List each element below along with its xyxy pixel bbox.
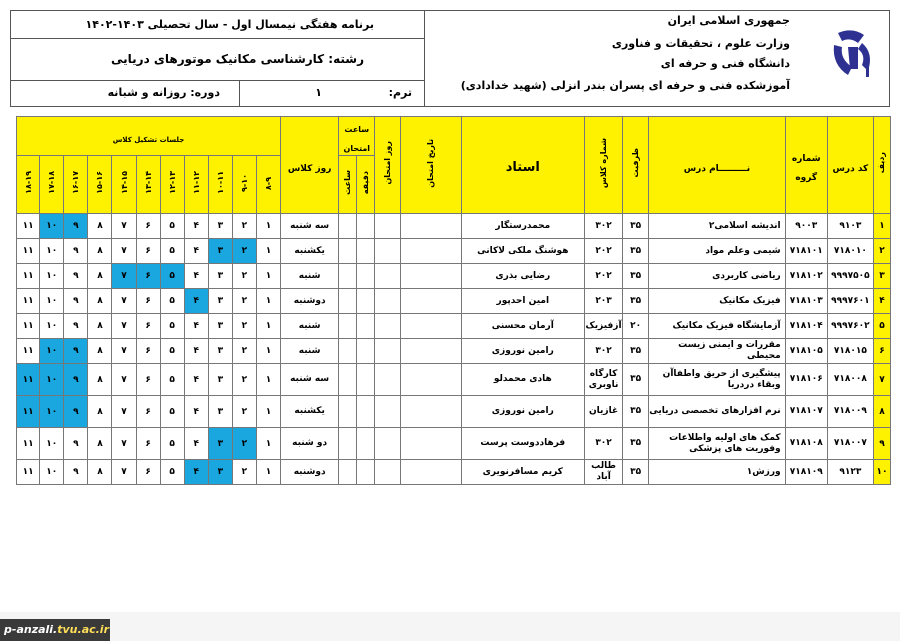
exam-minute xyxy=(357,239,375,264)
time-slot-cell: ۷ xyxy=(112,396,136,428)
time-slot-cell: ۹ xyxy=(64,314,88,339)
classroom: غازیان xyxy=(585,396,623,428)
course-name: فیزیک مکانیک xyxy=(649,289,785,314)
classroom: ۳۰۲ xyxy=(585,428,623,460)
time-slot-cell: ۲ xyxy=(232,460,256,485)
time-slot-cell: ۳ xyxy=(208,239,232,264)
university-line: جمهوری اسلامی ایران xyxy=(667,14,790,27)
exam-minute xyxy=(357,396,375,428)
classroom: ۲۰۲ xyxy=(585,239,623,264)
time-slot-cell: ۹ xyxy=(64,428,88,460)
table-row xyxy=(17,428,891,460)
classroom: ۳۰۲ xyxy=(585,214,623,239)
time-slot-cell: ۳ xyxy=(208,428,232,460)
exam-hour xyxy=(339,239,357,264)
capacity: ۳۵ xyxy=(623,396,649,428)
exam-minute xyxy=(357,428,375,460)
time-slot-cell: ۸ xyxy=(88,289,112,314)
course-name: آزمایشگاه فیزیک مکانیک xyxy=(649,314,785,339)
teacher-name: فرهاددوست پرست xyxy=(461,428,584,460)
time-slot-cell: ۳ xyxy=(208,289,232,314)
course-code: ۷۱۸۰۰۷ xyxy=(827,428,873,460)
classroom: طالب آباد xyxy=(585,460,623,485)
time-slot-cell: ۶ xyxy=(136,339,160,364)
row-number: ۱ xyxy=(873,214,890,239)
course-code: ۹۱۰۳ xyxy=(827,214,873,239)
time-slot-cell: ۴ xyxy=(184,264,208,289)
time-slot-cell: ۹ xyxy=(64,364,88,396)
header-teacher: استاد xyxy=(461,117,584,214)
time-slot-cell: ۸ xyxy=(88,428,112,460)
time-slot-cell: ۳ xyxy=(208,339,232,364)
header-slot: ۱۰-۱۱ xyxy=(208,156,232,214)
header-slot: ۱۲-۱۳ xyxy=(160,156,184,214)
time-slot-cell: ۸ xyxy=(88,339,112,364)
time-slot-cell: ۲ xyxy=(232,339,256,364)
capacity: ۳۵ xyxy=(623,364,649,396)
time-slot-cell: ۳ xyxy=(208,264,232,289)
course-code: ۷۱۸۰۱۵ xyxy=(827,339,873,364)
header-capacity: ظرفیت xyxy=(623,117,649,214)
group-number: ۷۱۸۱۰۱ xyxy=(785,239,827,264)
time-slot-cell: ۸ xyxy=(88,239,112,264)
course-code: ۹۹۹۷۶۰۱ xyxy=(827,289,873,314)
class-day: دوشنبه xyxy=(281,460,339,485)
course-name: اندیشه اسلامی۲ xyxy=(649,214,785,239)
exam-date xyxy=(401,460,461,485)
time-slot-cell: ۵ xyxy=(160,214,184,239)
time-slot-cell: ۴ xyxy=(184,364,208,396)
capacity: ۳۵ xyxy=(623,428,649,460)
group-number: ۷۱۸۱۰۶ xyxy=(785,364,827,396)
exam-day xyxy=(375,428,401,460)
time-slot-cell: ۱ xyxy=(256,214,280,239)
table-row xyxy=(17,396,891,428)
exam-hour xyxy=(339,314,357,339)
exam-date xyxy=(401,289,461,314)
header-slot: ۹-۱۰ xyxy=(232,156,256,214)
table-row xyxy=(17,289,891,314)
time-slot-cell: ۵ xyxy=(160,428,184,460)
time-slot-cell: ۶ xyxy=(136,314,160,339)
class-day: دوشنبه xyxy=(281,289,339,314)
table-row xyxy=(17,214,891,239)
time-slot-cell: ۷ xyxy=(112,239,136,264)
exam-date xyxy=(401,264,461,289)
time-slot-cell: ۳ xyxy=(208,460,232,485)
time-slot-cell: ۱۱ xyxy=(17,239,40,264)
course-name: نرم افزارهای تخصصی دریایی xyxy=(649,396,785,428)
time-slot-cell: ۸ xyxy=(88,460,112,485)
course-code: ۷۱۸۰۰۸ xyxy=(827,364,873,396)
class-day: سه شنبه xyxy=(281,214,339,239)
time-slot-cell: ۲ xyxy=(232,264,256,289)
exam-hour xyxy=(339,364,357,396)
time-slot-cell: ۴ xyxy=(184,214,208,239)
exam-day xyxy=(375,289,401,314)
time-slot-cell: ۹ xyxy=(64,239,88,264)
time-slot-cell: ۱۰ xyxy=(40,460,64,485)
row-number: ۷ xyxy=(873,364,890,396)
time-slot-cell: ۵ xyxy=(160,239,184,264)
course-name: کمک های اولیه واطلاعات وفوریت های پزشکی xyxy=(649,428,785,460)
row-number: ۹ xyxy=(873,428,890,460)
time-slot-cell: ۷ xyxy=(112,339,136,364)
tvu-logo-icon xyxy=(828,25,876,83)
capacity: ۳۵ xyxy=(623,239,649,264)
header-exam-day: روز امتحان xyxy=(375,117,401,214)
time-slot-cell: ۶ xyxy=(136,214,160,239)
class-day: یکشنبه xyxy=(281,396,339,428)
header-course-name: نـــــــــام درس xyxy=(649,117,785,214)
time-slot-cell: ۶ xyxy=(136,364,160,396)
time-slot-cell: ۵ xyxy=(160,314,184,339)
university-line: وزارت علوم ، تحقیقات و فناوری xyxy=(611,37,790,50)
time-slot-cell: ۱۰ xyxy=(40,214,64,239)
time-slot-cell: ۵ xyxy=(160,460,184,485)
header-course-code: کد درس xyxy=(827,117,873,214)
classroom: ۳۰۲ xyxy=(585,339,623,364)
time-slot-cell: ۵ xyxy=(160,364,184,396)
teacher-name: آرمان محسنی xyxy=(461,314,584,339)
exam-day xyxy=(375,364,401,396)
time-slot-cell: ۲ xyxy=(232,239,256,264)
program-info xyxy=(11,11,425,106)
time-slot-cell: ۱۱ xyxy=(17,364,40,396)
row-number: ۵ xyxy=(873,314,890,339)
time-slot-cell: ۱ xyxy=(256,364,280,396)
group-number: ۷۱۸۱۰۲ xyxy=(785,264,827,289)
group-number: ۷۱۸۱۰۸ xyxy=(785,428,827,460)
time-slot-cell: ۱۱ xyxy=(17,264,40,289)
header-slot: ۱۷-۱۸ xyxy=(40,156,64,214)
time-slot-cell: ۷ xyxy=(112,214,136,239)
time-slot-cell: ۱۰ xyxy=(40,264,64,289)
time-slot-cell: ۴ xyxy=(184,239,208,264)
time-slot-cell: ۸ xyxy=(88,314,112,339)
course-name: شیمی وعلم مواد xyxy=(649,239,785,264)
time-slot-cell: ۴ xyxy=(184,339,208,364)
time-slot-cell: ۴ xyxy=(184,314,208,339)
row-number: ۸ xyxy=(873,396,890,428)
course-code: ۷۱۸۰۰۹ xyxy=(827,396,873,428)
exam-day xyxy=(375,339,401,364)
capacity: ۳۵ xyxy=(623,264,649,289)
row-number: ۲ xyxy=(873,239,890,264)
major-label: رشته: کارشناسی مکانیک موتورهای دریایی xyxy=(111,52,364,66)
capacity: ۲۰ xyxy=(623,314,649,339)
classroom: کارگاه ناوبری xyxy=(585,364,623,396)
table-row xyxy=(17,264,891,289)
course-code: ۹۹۹۷۶۰۲ xyxy=(827,314,873,339)
header-slot: ۱۴-۱۵ xyxy=(112,156,136,214)
course-type: دوره: روزانه و شبانه xyxy=(107,86,220,99)
time-slot-cell: ۳ xyxy=(208,364,232,396)
footer-bar xyxy=(0,612,900,641)
time-slot-cell: ۲ xyxy=(232,364,256,396)
time-slot-cell: ۸ xyxy=(88,264,112,289)
time-slot-cell: ۲ xyxy=(232,314,256,339)
class-day: دو شنبه xyxy=(281,428,339,460)
course-code: ۹۹۹۷۵۰۵ xyxy=(827,264,873,289)
time-slot-cell: ۱ xyxy=(256,428,280,460)
exam-day xyxy=(375,314,401,339)
header-slot: ۱۱-۱۲ xyxy=(184,156,208,214)
time-slot-cell: ۴ xyxy=(184,428,208,460)
time-slot-cell: ۴ xyxy=(184,289,208,314)
time-slot-cell: ۸ xyxy=(88,364,112,396)
time-slot-cell: ۱۱ xyxy=(17,339,40,364)
time-slot-cell: ۱ xyxy=(256,460,280,485)
table-row xyxy=(17,364,891,396)
header-class-number: شماره کلاس xyxy=(585,117,623,214)
time-slot-cell: ۷ xyxy=(112,289,136,314)
time-slot-cell: ۹ xyxy=(64,214,88,239)
header-exam-date: تاریخ امتحان xyxy=(401,117,461,214)
time-slot-cell: ۱۱ xyxy=(17,428,40,460)
exam-date xyxy=(401,364,461,396)
exam-hour xyxy=(339,460,357,485)
schedule-header xyxy=(10,10,890,107)
header-class-day: روز کلاس xyxy=(281,117,339,214)
time-slot-cell: ۶ xyxy=(136,460,160,485)
teacher-name: رامین نوروزی xyxy=(461,396,584,428)
exam-hour xyxy=(339,428,357,460)
site-url[interactable]: p-anzali.tvu.ac.ir xyxy=(0,619,110,641)
time-slot-cell: ۱ xyxy=(256,396,280,428)
row-number: ۴ xyxy=(873,289,890,314)
time-slot-cell: ۷ xyxy=(112,364,136,396)
course-name: پیشگیری از حریق واطفاآن وبقاء دردریا xyxy=(649,364,785,396)
time-slot-cell: ۱۰ xyxy=(40,339,64,364)
university-info xyxy=(424,11,890,106)
table-row xyxy=(17,339,891,364)
time-slot-cell: ۱۱ xyxy=(17,289,40,314)
header-slot: ۱۳-۱۴ xyxy=(136,156,160,214)
time-slot-cell: ۹ xyxy=(64,396,88,428)
exam-day xyxy=(375,239,401,264)
time-slot-cell: ۱۰ xyxy=(40,314,64,339)
exam-date xyxy=(401,428,461,460)
header-slot: ۸-۹ xyxy=(256,156,280,214)
time-slot-cell: ۱ xyxy=(256,339,280,364)
exam-day xyxy=(375,214,401,239)
time-slot-cell: ۱۰ xyxy=(40,396,64,428)
capacity: ۳۵ xyxy=(623,339,649,364)
time-slot-cell: ۹ xyxy=(64,460,88,485)
time-slot-cell: ۲ xyxy=(232,396,256,428)
time-slot-cell: ۶ xyxy=(136,239,160,264)
time-slot-cell: ۹ xyxy=(64,289,88,314)
time-slot-cell: ۱ xyxy=(256,239,280,264)
capacity: ۳۵ xyxy=(623,289,649,314)
row-number: ۳ xyxy=(873,264,890,289)
time-slot-cell: ۱۱ xyxy=(17,396,40,428)
exam-date xyxy=(401,314,461,339)
header-slot: ۱۵-۱۶ xyxy=(88,156,112,214)
exam-hour xyxy=(339,214,357,239)
row-number: ۱۰ xyxy=(873,460,890,485)
time-slot-cell: ۳ xyxy=(208,314,232,339)
header-group-number: شماره گروه xyxy=(785,117,827,214)
exam-date xyxy=(401,396,461,428)
header-sessions: جلسات تشکیل کلاس xyxy=(17,117,281,156)
exam-minute xyxy=(357,314,375,339)
time-slot-cell: ۱۱ xyxy=(17,214,40,239)
schedule-table xyxy=(16,116,891,485)
time-slot-cell: ۸ xyxy=(88,214,112,239)
course-name: ریاضی کاربردی xyxy=(649,264,785,289)
header-exam-minute: دقیقه xyxy=(357,156,375,214)
header-exam-hour: ساعت xyxy=(339,156,357,214)
time-slot-cell: ۲ xyxy=(232,214,256,239)
table-row xyxy=(17,314,891,339)
table-row xyxy=(17,239,891,264)
course-code: ۹۱۲۳ xyxy=(827,460,873,485)
group-number: ۷۱۸۱۰۴ xyxy=(785,314,827,339)
time-slot-cell: ۷ xyxy=(112,314,136,339)
exam-minute xyxy=(357,214,375,239)
time-slot-cell: ۱ xyxy=(256,289,280,314)
course-name: مقررات و ایمنی زیست محیطی xyxy=(649,339,785,364)
header-slot: ۱۸-۱۹ xyxy=(17,156,40,214)
exam-hour xyxy=(339,289,357,314)
time-slot-cell: ۵ xyxy=(160,396,184,428)
classroom: آزفیزیک xyxy=(585,314,623,339)
group-number: ۷۱۸۱۰۷ xyxy=(785,396,827,428)
exam-minute xyxy=(357,339,375,364)
time-slot-cell: ۴ xyxy=(184,460,208,485)
time-slot-cell: ۶ xyxy=(136,264,160,289)
class-day: شنبه xyxy=(281,264,339,289)
time-slot-cell: ۶ xyxy=(136,428,160,460)
time-slot-cell: ۲ xyxy=(232,428,256,460)
exam-hour xyxy=(339,264,357,289)
teacher-name: هوشنگ ملکی لاکانی xyxy=(461,239,584,264)
group-number: ۷۱۸۱۰۹ xyxy=(785,460,827,485)
time-slot-cell: ۱۰ xyxy=(40,428,64,460)
time-slot-cell: ۷ xyxy=(112,460,136,485)
exam-minute xyxy=(357,289,375,314)
header-row-number: ردیف xyxy=(873,117,890,214)
course-name: ورزش۱ xyxy=(649,460,785,485)
header-slot: ۱۶-۱۷ xyxy=(64,156,88,214)
teacher-name: محمدرستگار xyxy=(461,214,584,239)
header-exam-time: ساعت امتحان xyxy=(339,117,375,156)
group-number: ۷۱۸۱۰۳ xyxy=(785,289,827,314)
time-slot-cell: ۹ xyxy=(64,264,88,289)
teacher-name: کریم مسافرنویری xyxy=(461,460,584,485)
time-slot-cell: ۷ xyxy=(112,264,136,289)
program-title: برنامه هفتگی نیمسال اول - سال تحصیلی ۱۴۰۳-۱۴۰۲ xyxy=(85,18,374,31)
time-slot-cell: ۱۰ xyxy=(40,239,64,264)
time-slot-cell: ۴ xyxy=(184,396,208,428)
time-slot-cell: ۶ xyxy=(136,289,160,314)
class-day: سه شنبه xyxy=(281,364,339,396)
time-slot-cell: ۱۰ xyxy=(40,289,64,314)
university-line: آموزشکده فنی و حرفه ای پسران بندر انزلی (شهید خدادادی) xyxy=(460,79,790,92)
exam-day xyxy=(375,460,401,485)
time-slot-cell: ۲ xyxy=(232,289,256,314)
teacher-name: امین احدپور xyxy=(461,289,584,314)
teacher-name: هادی محمدلو xyxy=(461,364,584,396)
time-slot-cell: ۱۱ xyxy=(17,314,40,339)
exam-minute xyxy=(357,264,375,289)
table-row xyxy=(17,460,891,485)
time-slot-cell: ۷ xyxy=(112,428,136,460)
exam-day xyxy=(375,264,401,289)
term-value: ۱ xyxy=(315,86,322,99)
exam-minute xyxy=(357,460,375,485)
exam-date xyxy=(401,214,461,239)
classroom: ۲۰۳ xyxy=(585,289,623,314)
exam-hour xyxy=(339,339,357,364)
time-slot-cell: ۱۰ xyxy=(40,364,64,396)
time-slot-cell: ۱ xyxy=(256,264,280,289)
exam-minute xyxy=(357,364,375,396)
course-code: ۷۱۸۰۱۰ xyxy=(827,239,873,264)
classroom: ۲۰۲ xyxy=(585,264,623,289)
exam-date xyxy=(401,239,461,264)
group-number: ۷۱۸۱۰۵ xyxy=(785,339,827,364)
time-slot-cell: ۸ xyxy=(88,396,112,428)
capacity: ۳۵ xyxy=(623,460,649,485)
time-slot-cell: ۹ xyxy=(64,339,88,364)
teacher-name: رضایی بذری xyxy=(461,264,584,289)
time-slot-cell: ۱۱ xyxy=(17,460,40,485)
university-line: دانشگاه فنی و حرفه ای xyxy=(660,57,790,70)
time-slot-cell: ۳ xyxy=(208,214,232,239)
capacity: ۳۵ xyxy=(623,214,649,239)
term-label: ترم: xyxy=(388,86,412,99)
row-number: ۶ xyxy=(873,339,890,364)
exam-hour xyxy=(339,396,357,428)
group-number: ۹۰۰۳ xyxy=(785,214,827,239)
class-day: یکشنبه xyxy=(281,239,339,264)
class-day: شنبه xyxy=(281,314,339,339)
teacher-name: رامین نوروزی xyxy=(461,339,584,364)
class-day: شنبه xyxy=(281,339,339,364)
time-slot-cell: ۶ xyxy=(136,396,160,428)
exam-day xyxy=(375,396,401,428)
time-slot-cell: ۵ xyxy=(160,339,184,364)
time-slot-cell: ۱ xyxy=(256,314,280,339)
time-slot-cell: ۳ xyxy=(208,396,232,428)
time-slot-cell: ۵ xyxy=(160,264,184,289)
time-slot-cell: ۵ xyxy=(160,289,184,314)
exam-date xyxy=(401,339,461,364)
